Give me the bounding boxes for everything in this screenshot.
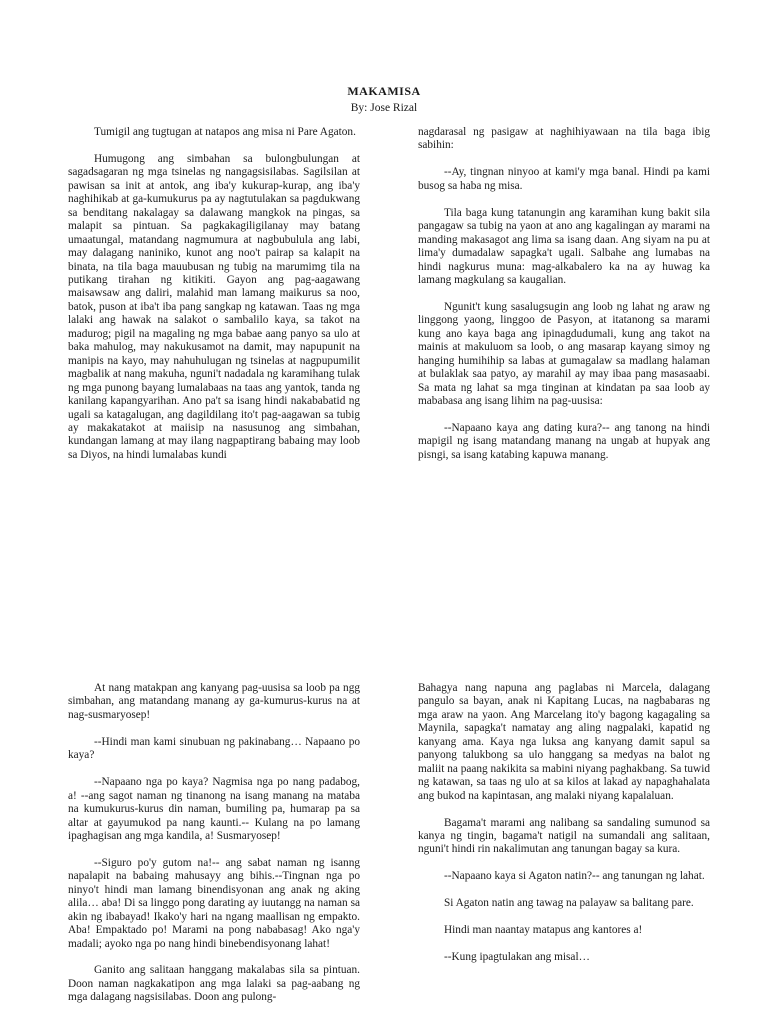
document-title: MAKAMISA — [347, 84, 421, 98]
paragraph: Ganito ang salitaan hanggang makalabas sila sa pintuan. Doon naman nagkakatipon ang mga lalaki sa pag-aabang ng mga dalagang nagsisilabas. Doon ang pulong- — [68, 964, 360, 1004]
paragraph: Bahagya nang napuna ang paglabas ni Marcela, dalagang pangulo sa bayan, anak ni Kapitang Lucas, na nagbabaras ng mga araw na yaon. Ang Marcelang ito'y bagong kagagaling sa Maynila, sapagka't namatay ang aling nagpalaki, kapatid ng kanyang ama. Kaya nga luksa ang kanyang damit sapul sa panyong talukbong sa ulo hanggang sa medyas na balot ng maliit na paang nakikita sa mabini niyang paghakbang. Sa tuwid ng katawan, sa taas ng ulo at sa kilos at lakad ay napaghahalata ang bukod na kapintasan, ang malaki niyang kapalaluan. — [418, 682, 710, 802]
paragraph: nagdarasal ng pasigaw at naghihiyawaan na tila baga ibig sabihin: — [418, 126, 710, 152]
text-column-top-left — [68, 126, 360, 476]
paragraph: --Napaano kaya ang dating kura?-- ang tanong na hindi mapigil ng isang matandang manang na ungab at hupyak ang pisngi, sa isang katabing kapuwa manang. — [418, 421, 710, 461]
paragraph: Humugong ang simbahan sa bulongbulungan at sagadsagaran ng mga tsinelas ng nangagsisilabas. Sagilsilan at pawisan sa init at antok, ang iba'y kukurap-kurap, ang iba'y naghihikab at ga-kumukurus pa ay nagtutulakan sa pagdukwang sa benditang nakalagay sa dalawang mangkok na pingas, sa malapit sa pintuan. Sa pagkakagiligilanay may batang umaatungal, matandang nagmumura at nagbubulula ang labi, may dalagang naniniko, kunot ang noo't pairap sa kalapit na binata, na tila baga mauubusan ng tubig na marumimg tila na putikang tirahan ng kitikiti. Gayon ang pag-aagawang maisawsaw ang daliri, malahid man lamang maikurus sa noo, batok, puson at iba't iba pang sangkap ng katawan. Taas ng mga lalaki ang hawak na salakot o sambalilo kaya, sa takot na madurog; pigil na magaling ng mga babae aang panyo sa ulo at baka mahulog, may nakukusamot na damit, may napupunit na manipis na kayo, may nahuhulugan ng tsinelas at nagpupumilit magbalik at nang makuha, nguni't nadadala ng karamihang tulak ng mga punong bayang lumalabaas na taas ang yantok, tanda ng kanilang kapangyarihan. Ano pa't sa isang hindi nakababatid ng ugali sa katagalugan, ang dagildilang ito't pag-aagawan sa tubig ay makakatakot at maiisip na nasusunog ang simbahan, kundangan lamang at may ilang nagpaptirang babaing may loob sa Diyos, na hindi lumalabas kundi — [68, 152, 360, 461]
paragraph: Si Agaton natin ang tawag na palayaw sa balitang pare. — [444, 897, 694, 910]
text-column-bottom-left — [68, 682, 360, 1018]
paragraph: Tila baga kung tatanungin ang karamihan kung bakit sila pangagaw sa tubig na yaon at ano ang kagalingan ay marami na manding makasagot ang lima sa isang daan. Ang siyam na pu at lima'y dumadalaw sapagka't ugali. Salbahe ang lumabas na hindi nagkurus muna: mag-alkabalero ka na ay huwag ka lamang magkulang sa kaugalian. — [418, 206, 710, 286]
text-column-bottom-right — [418, 682, 710, 978]
text-column-top-right — [418, 126, 710, 476]
paragraph: Tumigil ang tugtugan at natapos ang misa ni Pare Agaton. — [94, 126, 356, 138]
paragraph: --Napaano kaya si Agaton natin?-- ang tanungan ng lahat. — [444, 870, 705, 883]
paragraph: Hindi man naantay matapus ang kantores a! — [444, 924, 643, 937]
paragraph: At nang matakpan ang kanyang pag-uusisa sa loob pa ngg simbahan, ang matandang manang ay ga-kumurus-kurus na at nag-susmaryosep! — [68, 682, 360, 721]
document-header — [0, 84, 768, 114]
paragraph: --Hindi man kami sinubuan ng pakinabang… Napaano po kaya? — [68, 735, 360, 762]
paragraph: --Kung ipagtulakan ang misal… — [444, 950, 590, 963]
paragraph: Bagama't marami ang nalibang sa sandaling sumunod sa kanya ng tingin, bagama't natigil na sumandali ang salitaan, nguni't hindi rin nakalimutan ang tanungan bagay sa kura. — [418, 816, 710, 856]
document-author: By: Jose Rizal — [350, 102, 418, 114]
paragraph: --Siguro po'y gutom na!-- ang sabat naman ng isanng napalapit na babaing mahusayy ang bihis.--Tingnan nga po ninyo't hindi man lamang binendisyonan ang anak ng aking alila… aba! Di sa linggo pong darating ay iuutangg na naman sa akin ng ibabayad! Ikako'y hari na ngang maallisan ng empakto. Aba! Empaktado po! Marami na pong nababasag! Ako nga'y madali; ayoko nga po nang hindi binebendisyonang lahat! — [68, 856, 360, 950]
paragraph: Ngunit't kung sasalugsugin ang loob ng lahat ng araw ng linggong yaong, linggoo de Pasyon, at itatanong sa marami kung ano kaya baga ang ipinagdudumali, kung ang takot na mainis at makuluom sa loob, o ang masarap kayang simoy ng hanging humihihip sa labas at gumagalaw sa madlang halaman at bulaklak saa patyo, ay marahil ay may ibaa pang masasaabi. Sa mata ng lahat sa mga tinginan at kindatan pa saa loob ay mababasa ang isang lihim na pag-uusisa: — [418, 300, 710, 408]
paragraph: --Ay, tingnan ninyoo at kami'y mga banal. Hindi pa kami busog sa haba ng misa. — [418, 166, 710, 192]
paragraph: --Napaano nga po kaya? Nagmisa nga po nang padabog, a! --ang sagot naman ng tinanong na isang manang na mataba na kumukurus-kurus din naman, bumiling pa, humarap pa sa altar at gayumukod pa nang kaunti.-- Kulang na po lamang ipaghagisan ang mga kandila, a! Susmaryosep! — [68, 776, 360, 842]
